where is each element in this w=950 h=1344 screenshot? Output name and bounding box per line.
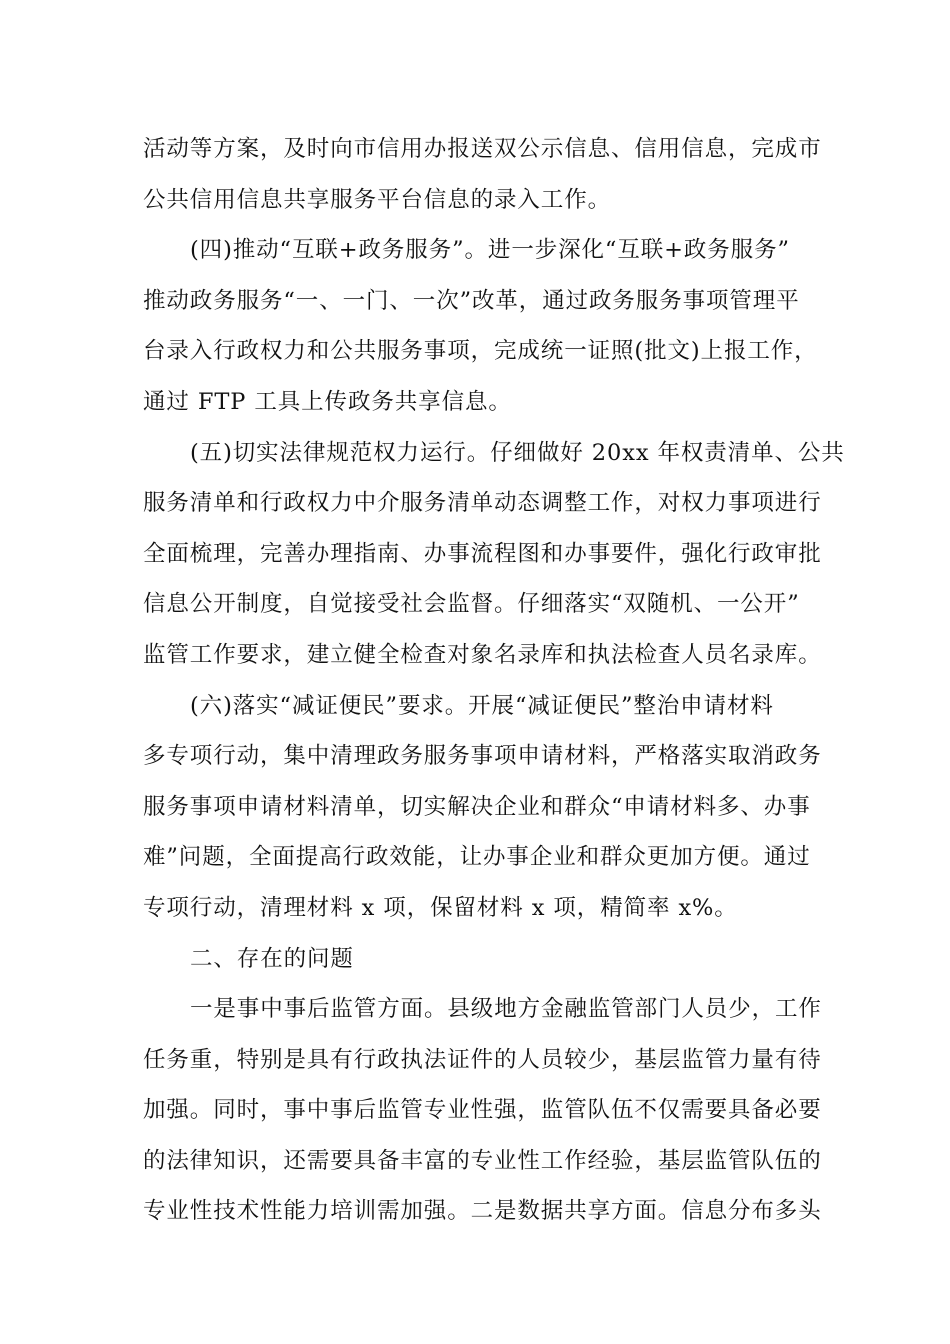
text-line: 的法律知识，还需要具备丰富的专业性工作经验，基层监管队伍的 <box>143 1147 822 1174</box>
section-heading-line: (六)落实“减证便民”要求。开展“减证便民”整治申请材料 <box>190 692 774 719</box>
section-heading-line: (五)切实法律规范权力运行。仔细做好 20xx 年权责清单、公共 <box>190 439 845 466</box>
text-line: 专业性技术性能力培训需加强。二是数据共享方面。信息分布多头 <box>143 1198 822 1225</box>
text-line: 服务清单和行政权力中介服务清单动态调整工作，对权力事项进行 <box>143 490 822 517</box>
paragraph-start-line: 一是事中事后监管方面。县级地方金融监管部门人员少，工作 <box>190 996 822 1023</box>
text-line: 信息公开制度，自觉接受社会监督。仔细落实“双随机、一公开” <box>143 591 800 618</box>
text-line: 公共信用信息共享服务平台信息的录入工作。 <box>143 186 612 213</box>
text-line: 服务事项申请材料清单，切实解决企业和群众“申请材料多、办事 <box>143 793 811 820</box>
text-line: 全面梳理，完善办理指南、办事流程图和办事要件，强化行政审批 <box>143 540 822 567</box>
text-line: 通过 FTP 工具上传政务共享信息。 <box>143 388 512 415</box>
text-line: 任务重，特别是具有行政执法证件的人员较少，基层监管力量有待 <box>143 1046 822 1073</box>
section-heading-line: (四)推动“互联+政务服务”。进一步深化“互联+政务服务” <box>190 237 790 264</box>
text-line: 专项行动，清理材料 x 项，保留材料 x 项，精简率 x%。 <box>143 894 738 921</box>
text-line: 台录入行政权力和公共服务事项，完成统一证照(批文)上报工作， <box>143 338 818 365</box>
text-line: 活动等方案，及时向市信用办报送双公示信息、信用信息，完成市 <box>143 136 822 162</box>
document-body <box>143 124 845 1237</box>
text-line: 监管工作要求，建立健全检查对象名录库和执法检查人员名录库。 <box>143 641 822 668</box>
text-line: 加强。同时，事中事后监管专业性强，监管队伍不仅需要具备必要 <box>143 1097 822 1124</box>
chapter-heading: 二、存在的问题 <box>190 945 354 972</box>
text-line: 多专项行动，集中清理政务服务事项申请材料，严格落实取消政务 <box>143 743 822 770</box>
text-line: 难”问题，全面提高行政效能，让办事企业和群众更加方便。通过 <box>143 844 811 871</box>
text-line: 推动政务服务“一、一门、一次”改革，通过政务服务事项管理平 <box>143 287 800 314</box>
